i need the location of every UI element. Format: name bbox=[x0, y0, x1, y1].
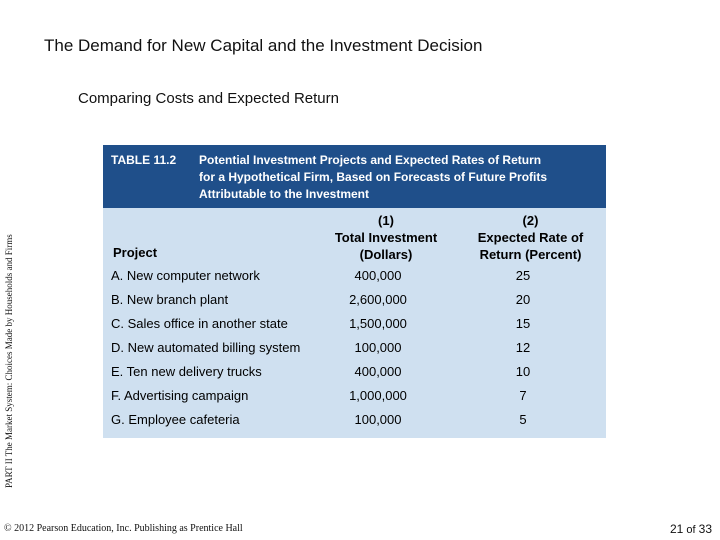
page-indicator bbox=[670, 522, 712, 536]
page-total: 33 bbox=[698, 522, 712, 536]
row-investment: 400,000 bbox=[354, 364, 402, 379]
header-expected-return bbox=[463, 212, 598, 263]
row-project: F. Advertising campaign bbox=[111, 388, 249, 403]
row-return: 5 bbox=[519, 412, 527, 427]
table-row bbox=[103, 316, 606, 336]
header-project: Project bbox=[113, 245, 158, 260]
part-side-label: PART II The Market System: Choices Made by Households and Firms bbox=[4, 234, 14, 488]
header-col1-line1: Total Investment bbox=[334, 230, 438, 245]
row-investment: 100,000 bbox=[354, 412, 402, 427]
header-total-investment bbox=[321, 212, 451, 263]
caption-line-1: Potential Investment Projects and Expected Rates of Return bbox=[199, 153, 542, 167]
page-current: 21 bbox=[669, 522, 684, 536]
copyright-notice: © 2012 Pearson Education, Inc. Publishing as Prentice Hall bbox=[4, 523, 243, 534]
row-investment: 1,000,000 bbox=[349, 388, 407, 403]
investment-table bbox=[103, 208, 606, 438]
row-project: B. New branch plant bbox=[111, 292, 229, 307]
table-row bbox=[103, 364, 606, 384]
header-col2-line2: Return (Percent) bbox=[479, 247, 582, 262]
table-number: TABLE 11.2 bbox=[111, 153, 177, 167]
caption-line-2: for a Hypothetical Firm, Based on Forecasts of Future Profits bbox=[199, 170, 548, 184]
header-col1-number: (1) bbox=[378, 213, 394, 228]
table-row bbox=[103, 292, 606, 312]
header-col2-line1: Expected Rate of bbox=[477, 230, 584, 245]
row-project: G. Employee cafeteria bbox=[111, 412, 240, 427]
table-row bbox=[103, 268, 606, 288]
row-project: E. Ten new delivery trucks bbox=[111, 364, 262, 379]
row-investment: 1,500,000 bbox=[349, 316, 407, 331]
table-row bbox=[103, 388, 606, 408]
table-caption bbox=[103, 145, 606, 208]
table-row bbox=[103, 340, 606, 360]
slide-subtitle: Comparing Costs and Expected Return bbox=[78, 90, 339, 107]
row-return: 25 bbox=[515, 268, 531, 283]
header-col2-number: (2) bbox=[522, 213, 539, 228]
page-separator: of bbox=[686, 524, 696, 536]
row-investment: 400,000 bbox=[354, 268, 402, 283]
row-return: 12 bbox=[515, 340, 531, 355]
row-return: 15 bbox=[515, 316, 531, 331]
row-project: D. New automated billing system bbox=[111, 340, 301, 355]
caption-line-3: Attributable to the Investment bbox=[199, 187, 370, 201]
table-row bbox=[103, 412, 606, 432]
row-return: 20 bbox=[515, 292, 531, 307]
row-project: C. Sales office in another state bbox=[111, 316, 288, 331]
row-project: A. New computer network bbox=[111, 268, 260, 283]
row-investment: 2,600,000 bbox=[349, 292, 407, 307]
row-investment: 100,000 bbox=[354, 340, 402, 355]
header-col1-line2: (Dollars) bbox=[359, 247, 413, 262]
slide-title: The Demand for New Capital and the Investment Decision bbox=[44, 36, 483, 55]
row-return: 10 bbox=[515, 364, 531, 379]
row-return: 7 bbox=[519, 388, 527, 403]
